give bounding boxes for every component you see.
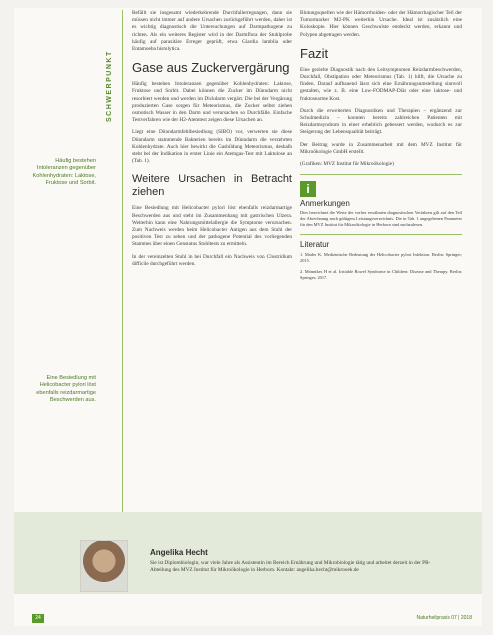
divider [300, 234, 462, 235]
literature-item: 2. Mönnikes H et al. Irritable Bowel Syndrome in Children: Disease and Therapy. Berlin: Springer; 2017. [300, 268, 462, 280]
notes-title: Anmerkungen [300, 199, 350, 209]
heading-weitere-ursachen: Weitere Ursachen in Betracht ziehen [132, 173, 292, 199]
page-footer [14, 612, 482, 626]
notes-text: Dies bezeichnet die Werte der vorher erwähnten diagnostischen Verfahren gilt auf den Teil der Abrechnung nach gültigem Leistungsverzeichnis. Die in Tab. 1 angegebenen Parameter für den MVZ Institut für Mikroökologie in Herborn sind nachzulesen. [300, 210, 462, 228]
section-label: SCHWERPUNKT [106, 50, 113, 122]
journal-name: Naturheilpraxis 07 | 2018 [416, 615, 472, 621]
paragraph: Eine Besiedlung mit Helicobacter pylori löst ebenfalls reizdarmartige Beschwerden aus und steht im Zusammenhang mit gastrischen Ulzera. Weiterhin kann eine Nahrungsmittelallergie die Symptome verursachen. Zum Nachweis werden beim Helicobacter Antigen aus dem Stuhl der positiven Test zu sehen und der pathogene Potential des vorliegenden Stammes über einen Genstatus Stuhltests zu ermitteln. [132, 205, 292, 248]
sidenote-helicobacter: Eine Besiedlung mit Helicobacter pylori löst ebenfalls reizdarmartige Beschwerden aus. [36, 375, 96, 404]
column-left [132, 10, 292, 273]
paragraph: Eine gezielte Diagnostik nach den Leitsymptomen Reizdarmbeschwerden, Durchfall, Obstipation oder Meteorismus (Tab. 1) hilft, die Ursache zu finden. Darauf aufbauend lässt sich eine Ernährungsumstellung sinnvoll gestalten, wie z. B. eine Low-FODMAP-Diät oder eine laktose- und fruktosearme Kost. [300, 66, 462, 102]
info-icon: i [300, 181, 316, 197]
author-name: Angelika Hecht [150, 548, 208, 557]
page-number: 24 [32, 614, 44, 623]
column-right [300, 10, 462, 286]
paragraph: Liegt eine Dünndarmfehlbesiedlung (SIBO) vor, verwerten sie diese Dünndarm stammende Bakterien bereits im Dünndarm die verzehrten Kohlenhydrate. Auch hier bewirkt die Gasbildung Meteorismus, deshalb steht bei der Indikation in erster Linie ein Atemgas-Test mit Laktulose an (Tab. 1). [132, 129, 292, 165]
paragraph: Blutungsquellen wie der Hämorrhoiden- oder der Hämorrhagischer Teil der Tumormarker M2-PK weiterhin Ursache. Ideal ist zusätzlich eine Koloskopie. Hier können Geschwulste entdeckt werden, erkannt und Polypen abgetragen werden. [300, 10, 462, 38]
vertical-divider [122, 10, 123, 530]
literature-title: Literatur [300, 240, 330, 250]
heading-gase: Gase aus Zuckervergärung [132, 60, 290, 76]
paragraph: Durch die erweiterten Diagnostiken und Therapien – ergänzend zur Schulmedizin – konnten bereits zahlreichen Patienten mit Reizdarmsyndrom in einer erheblich gebessert werden, wodurch es zur Steigerung der Lebensqualität beiträgt. [300, 107, 462, 136]
paragraph: Der Beitrag wurde in Zusammenarbeit mit dem MVZ Institut für Mikroökologie GmbH erstellt. [300, 141, 462, 155]
paragraph: Häufig bestehen Intoleranzen gegenüber Kohlenhydraten: Laktose, Fruktose und Sorbit. Dabei können die Zucker im Dünndarm nicht resorbiert werden und werden im Dickdarm vergärt. Die bei der Vergärung produzierten Gase sorgen für Meteorismus, die Zucker selbst ziehen osmotisch Wasser in den Darm und verursachen so Durchfälle. Einfache Testverfahren wie der H2-Atemtest zeigen diese Ursachen an. [132, 81, 292, 124]
paragraph: In der vereinzelten Stuhl in bei Durchfall ein Nachweis von Clostridium difficile durchgeführt werden. [132, 253, 292, 267]
sidenote-carbohydrates: Häufig bestehen Intoleranzen gegenüber Kohlenhydraten: Laktose, Fruktose und Sorbit. [32, 158, 96, 187]
paragraph: Befällt sie insgesamt wiederkehrende Durchfallerregungen, dann sie müssen nicht immer auf andere Ursachen zurückgeführt werden, daher ist es wichtig diagnostisch die Untersuchungen auf Darmpathogene zu richten. Als ein weiteres Register wird in der Darmflora der Stuhlprobe häufig auf parasitäre Erreger geprüft, etwa Giardia lamblia oder Entamoeba histolytica. [132, 10, 292, 53]
literature-item: 1. Mader K. Medizinische Bedeutung der Helicobacter pylori Infektion. Berlin: Springer; 2015. [300, 251, 462, 263]
graphics-credit: (Grafiken: MVZ Institut für Mikroökologie) [300, 161, 394, 168]
heading-fazit: Fazit [300, 45, 329, 61]
divider [300, 174, 462, 175]
author-bio: Sie ist Diplombiologin, war viele Jahre als Assistentin im Bereich Ernährung und Mikrobiologie tätig und arbeitet derzeit in der PR-Abteilung des MVZ Institut für Mikroökologie in Herborn. Kontakt: angelika.hecht@mikrooek.de [150, 560, 431, 573]
author-photo [80, 540, 128, 592]
